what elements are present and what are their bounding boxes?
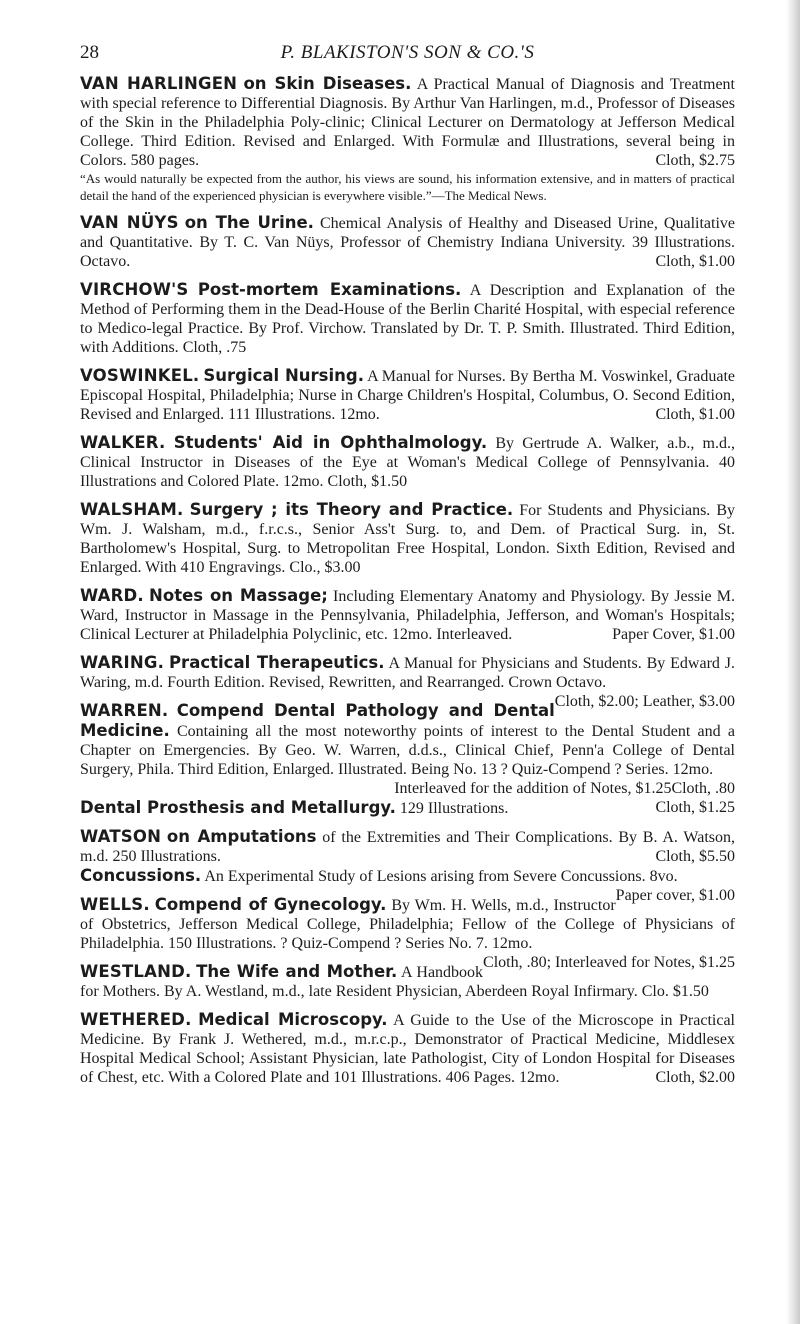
catalog-entry bbox=[80, 433, 735, 491]
entry-sub-item bbox=[80, 866, 735, 904]
entry-price: Cloth, $2.00 bbox=[655, 1069, 735, 1086]
entry-title: The Wife and Mother. bbox=[196, 962, 398, 981]
entry-text bbox=[80, 366, 735, 424]
entry-price: Cloth, .80; Interleaved for Notes, $1.25 bbox=[483, 954, 735, 971]
entry-interleaved-note: Interleaved for the addition of Notes, $1.25 bbox=[394, 780, 672, 797]
entry-description: A Manual for Physicians and Students. By Edward J. Waring, m.d. Fourth Edition. Revised, Rewritten, and Rearranged. Crown Octavo. bbox=[80, 655, 735, 691]
page-edge-shadow bbox=[786, 0, 800, 1324]
entry-price: Cloth, $1.00 bbox=[655, 406, 735, 423]
catalog-entry bbox=[80, 500, 735, 577]
entry-price: Cloth, $2.00; Leather, $3.00 bbox=[554, 693, 735, 710]
entry-author: WARD. bbox=[80, 586, 144, 605]
page-number: 28 bbox=[80, 42, 99, 63]
entry-author: WARREN. bbox=[80, 701, 169, 720]
entry-price: Cloth, $1.00 bbox=[655, 253, 735, 270]
entry-title: Post-mortem Examinations. bbox=[197, 280, 462, 299]
entry-author: WETHERED. bbox=[80, 1010, 192, 1029]
entry-author: VOSWINKEL. bbox=[80, 366, 200, 385]
entry-title: Surgical Nursing. bbox=[203, 366, 364, 385]
catalog-entry bbox=[80, 586, 735, 644]
entry-author: VIRCHOW'S bbox=[80, 280, 189, 299]
entry-title: Compend of Gynecology. bbox=[154, 895, 387, 914]
entry-title: on Amputations bbox=[166, 827, 317, 846]
entry-price: Cloth, $5.50 bbox=[655, 848, 735, 865]
entry-text bbox=[80, 653, 735, 710]
entry-text bbox=[80, 213, 735, 271]
entry-description: A Description and Explanation of the Method of Performing them in the Dead-House of the Berlin Charité Hospital, with especial reference to Medico-legal Practice. By Prof. Virchow. Translated by Dr. T. P. Smith. Illustrated. Third Edition, with Additions. bbox=[80, 282, 735, 356]
entry-price: Cloth, $2.75 bbox=[655, 152, 735, 169]
entry-description: of the Extremities and Their Complications. By B. A. Watson, m.d. 250 Illustrations. bbox=[80, 829, 735, 865]
entry-title: Compend Dental Pathology and Dental Medicine. bbox=[80, 701, 555, 740]
entry-price: Clo. $1.50 bbox=[641, 983, 709, 1000]
entry-author: WALSHAM. bbox=[80, 500, 184, 519]
entry-title: Surgery ; its Theory and Practice. bbox=[189, 500, 514, 519]
sub-item-price: Cloth, $1.25 bbox=[655, 799, 735, 816]
entry-description: A Guide to the Use of the Microscope in Practical Medicine. By Frank J. Wethered, m.d., m.r.c.p., Demonstrator of Practical Medicine, Middlesex Hospital Medical School; Assistant Physician, late Pathologist, City of London Hospital for Diseases of Chest, etc. With a Colored Plate and 101 Illustrations. 406 Pages. 12mo. bbox=[80, 1012, 736, 1086]
entry-title: Medical Microscopy. bbox=[198, 1010, 388, 1029]
entry-description: Including Elementary Anatomy and Physiology. By Jessie M. Ward, Instructor in Massage in the Pennsylvania, Philadelphia, Jefferson, and Woman's Hospitals; Clinical Lecturer at Philadelphia Polyclinic, etc. 12mo. Interleaved. bbox=[80, 588, 736, 643]
catalog-entry bbox=[80, 827, 735, 904]
running-title: P. BLAKISTON'S SON & CO.'S bbox=[280, 42, 535, 63]
entry-author: WELLS. bbox=[80, 895, 150, 914]
sub-item-description: An Experimental Study of Lesions arising from Severe Concussions. 8vo. bbox=[204, 868, 678, 885]
entry-title: Practical Therapeutics. bbox=[168, 653, 385, 672]
entry-author: WATSON bbox=[80, 827, 162, 846]
entry-description: By Gertrude A. Walker, a.b., m.d., Clinical Instructor in Diseases of the Eye at Woman's Medical College of Pennsylvania. 40 Illustrations and Colored Plate. 12mo. bbox=[80, 435, 736, 490]
entry-description: A Manual for Nurses. By Bertha M. Voswinkel, Graduate Episcopal Hospital, Philadelphia; Nurse in Charge Children's Hospital, Columbus, O. Second Edition, Revised and Enlarged. 111 Illustrations. 12mo. bbox=[80, 368, 736, 423]
entry-text bbox=[80, 500, 735, 577]
entry-description: For Students and Physicians. By Wm. J. Walsham, m.d., f.r.c.s., Senior Ass't Surg. to, and Dem. of Practical Surg. in, St. Bartholomew's Hospital, Surg. to Metropolitan Free Hospital, London. Sixth Edition, Revised and Enlarged. With 410 Engravings. bbox=[80, 502, 736, 576]
entry-price: Cloth, .80 bbox=[671, 780, 735, 797]
catalog-entry bbox=[80, 701, 735, 818]
entry-price: Cloth, $1.50 bbox=[327, 473, 408, 490]
catalog-entry bbox=[80, 1010, 735, 1087]
sub-item-title: Concussions. bbox=[80, 866, 202, 885]
sub-item-title: Dental Prosthesis and Metallurgy. bbox=[80, 798, 396, 817]
entry-title: on The Urine. bbox=[184, 213, 314, 232]
entry-sub-item bbox=[80, 798, 735, 818]
catalog-entry bbox=[80, 280, 735, 357]
entry-author: VAN HARLINGEN bbox=[80, 74, 238, 93]
entry-title: on Skin Diseases. bbox=[243, 74, 412, 93]
entry-description: A Handbook for Mothers. By A. Westland, m.d., late Resident Physician, Aberdeen Royal Infirmary. bbox=[80, 964, 638, 1000]
entry-author: WALKER. bbox=[80, 433, 166, 452]
sub-item-description: 129 Illustrations. bbox=[399, 800, 509, 817]
running-head bbox=[80, 40, 735, 74]
entry-description: A Practical Manual of Diagnosis and Treatment with special reference to Differential Diagnosis. By Arthur Van Harlingen, m.d., Professor of Diseases of the Skin in the Philadelphia Poly-clinic; Clinical Lecturer on Dermatology at Jefferson Medical College. Third Edition. Revised and Enlarged. With Formulæ and Illustrations, several being in Colors. 580 pages. bbox=[80, 76, 735, 169]
entry-review-quote: “As would naturally be expected from the author, his views are sound, his information extensive, and in matters of practical detail the hand of the experienced physician is everywhere visible.”—The Medical News. bbox=[80, 171, 735, 203]
catalog-entry bbox=[80, 653, 735, 710]
entry-description: By Wm. H. Wells, m.d., Instructor of Obstetrics, Jefferson Medical College, Philadelphia; Fellow of the College of Physicians of Philadelphia. 150 Illustrations. ? Quiz-Compend ? Series No. 7. 12mo. bbox=[80, 897, 735, 952]
entry-text bbox=[80, 433, 735, 491]
entry-text bbox=[80, 827, 735, 866]
entry-price: Clo., $3.00 bbox=[289, 559, 361, 576]
entry-title: Notes on Massage; bbox=[149, 586, 328, 605]
entry-author: VAN NÜYS bbox=[80, 213, 179, 232]
entry-description: Containing all the most noteworthy points of interest to the Dental Student and a Chapter on Emergencies. By Geo. W. Warren, d.d.s., Clinical Chief, Penn'a College of Dental Surgery, Phila. Third Edition, Enlarged. Illustrated. Being No. 13 ? Quiz-Compend ? Series. 12mo. bbox=[80, 723, 736, 778]
entry-text bbox=[80, 1010, 735, 1087]
entry-text bbox=[80, 74, 735, 170]
sub-item-price: Paper cover, $1.00 bbox=[615, 887, 735, 904]
catalog-entry bbox=[80, 213, 735, 271]
catalog-page bbox=[80, 40, 735, 1096]
catalog-entries bbox=[80, 74, 735, 1087]
entry-price: Cloth, .75 bbox=[182, 339, 247, 356]
entry-author: WARING. bbox=[80, 653, 165, 672]
entry-description: Chemical Analysis of Healthy and Diseased Urine, Qualitative and Quantitative. By T. C. Van Nüys, Professor of Chemistry Indiana University. 39 Illustrations. Octavo. bbox=[80, 215, 736, 270]
entry-price: Paper Cover, $1.00 bbox=[612, 626, 735, 643]
entry-text bbox=[80, 280, 735, 357]
catalog-entry bbox=[80, 74, 735, 204]
entry-author: WESTLAND. bbox=[80, 962, 192, 981]
entry-title: Students' Aid in Ophthalmology. bbox=[173, 433, 488, 452]
catalog-entry bbox=[80, 366, 735, 424]
entry-text bbox=[80, 586, 735, 644]
